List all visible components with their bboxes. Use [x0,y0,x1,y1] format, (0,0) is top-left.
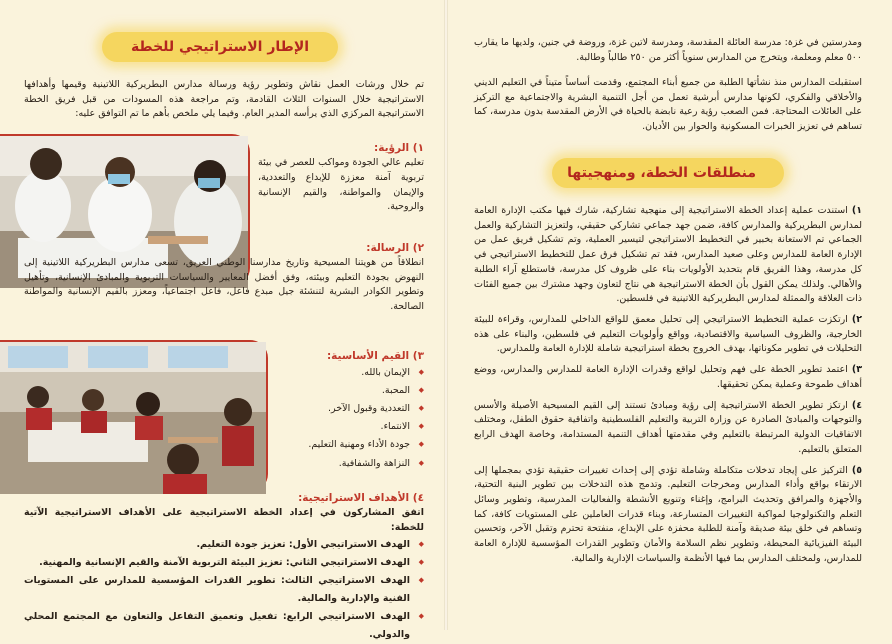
values-block [274,348,424,473]
values-heading: ٣) القيم الأساسية: [326,350,424,362]
classroom-photo [0,340,268,492]
framework-intro: تم خلال ورشات العمل نقاش وتطوير رؤية ورسالة مدارس البطريركية اللاتينية وقيمها وأهدافها الاستراتيجية خلال السنوات الثلاث القادمة، وتم مراجعة هذه المسودات من قبل فريق الخطة الاستراتيجية المركزي الذي يرأسه المدير العام. وفيما يلي ملخص بأهم ما تم التوافق عليه: [24,79,424,120]
methodology-list [474,204,862,573]
goals-intro: اتفق المشاركون في إعداد الخطة الاستراتيجية على الأهداف الاستراتيجية الآتية للخطة: [24,507,424,533]
goal-item: ◆ الهدف الاستراتيجي الرابع: تفعيل وتعميق التفاعل والتعاون مع المجتمع المحلي والدولي. [24,608,410,644]
goals-block [24,490,424,644]
goals-heading: ٤) الأهداف الاستراتيجية: [298,492,424,504]
list-item: ٢)ارتكزت عملية التخطيط الاستراتيجي إلى تحليل معمق للواقع الداخلي للمدارس، وقراءة للبيئة الخارجية، والظروف السياسية والاقتصادية، وواقع وأولويات التعليم في فلسطين، والبناء على هذه التحليلات في تطوير مكوناتها، بهدف الخروج بخطة استراتيجية شاملة للإدارة العامة وللمدارس. [474,314,862,355]
value-item: ◆ جودة الأداء ومهنية التعليم. [274,436,410,454]
list-item: ٣)اعتمد تطوير الخطة على فهم وتحليل لواقع وقدرات الإدارة العامة للمدارس والمدارس، ووضع أهداف طموحة وعملية يمكن تحقيقها. [474,364,862,390]
list-item: ١)استندت عملية إعداد الخطة الاستراتيجية إلى منهجية تشاركية، شارك فيها مكتب الإدارة العامة لمدارس البطريركية والمدارس كافة، ضمن جهد جماعي تشاركي حقيقي، ولتعزيز التشاركية والعمل الجماعي تم الاستعانة بخبير في التخطيط الاستراتيجي لتيسير العملية، وتم تشكيل فريق عمل من الإدارة العامة للمدارس وعلى صعيد المدارس، فقد تم تشكيل فرق عمل للتخطيط الاستراتيجي في كل مدرسة، وهذا الفريق قام بتحديد الأولويات بناء على ظروف كل مدرسة، فاستطلع آراء الطلبة والأهالي. ولذلك يمكن القول بأن الخطة الاستراتيجية هي نتاج لتعاون وجهد مشترك بين جميع الفئات ذات العلاقة والممثلة لمدارس البطريركية اللاتينية في فلسطين. [474,205,862,305]
vision-heading: ١) الرؤية: [374,142,424,154]
section-title-banner: الإطار الاستراتيجي للخطة [102,32,338,62]
goal-item: ◆ الهدف الاستراتيجي الثالث: تطوير القدرات المؤسسية للمدارس على المستويات الفنية والإدارية والمالية. [24,572,410,608]
list-item: ٥)التركيز على إيجاد تدخلات متكاملة وشاملة تؤدي إلى إحداث تغييرات حقيقية تؤدي بمجملها إلى الارتقاء بواقع وأداء المدارس ومخرجات التعليم. وتدمج هذه التدخلات بين تطوير البنية التحتية، والأجهزة والمرافق وتحديث البرامج، وإغناء وتنويع الأنشطة والفعاليات المدرسية، وتطوير وسائل التعلم والتكنولوجيا لمواكبة التغييرات المتسارعة، وبناء قدرات العاملين على المستويات كافة، كما وتساهم في خلق بيئة صديقة وآمنة للطلبة محفزة على الإبداع، منفتحة تحترم وتقبل الآخر، وتحسين البيئة الفيزيائية المحيطة، وتطوير نظم السلامة والأمان وتطوير القدرات المؤسسية للإدارة العامة للمدارس، ولمختلف المدارس بما فيها الأنظمة والسياسات الإدارية والمالية. [474,464,862,564]
intro-paragraph-2: استقبلت المدارس منذ نشأتها الطلبة من جميع أبناء المجتمع، وقدمت أساساً متيناً في التعليم الديني والأخلاقي والفكري، لكونها مدارس أبرشية تعمل من أجل التنمية البشرية والاجتماعية مع التركيز على العائلات المحتاجة. فمن الصعب رؤية رعية نابضة بالحياة في الأرض المقدسة بدون مدرسة، كما تساهم في تعزيز الخبرات المسكونية والحوار بين الأديان. [474,77,862,133]
values-list [274,364,424,472]
value-item: ◆ النزاهة والشفافية. [274,455,410,473]
goal-item: ◆ الهدف الاستراتيجي الأول: تعزيز جودة التعليم. [24,536,410,554]
value-item: ◆ المحبة. [274,382,410,400]
section-title-banner: منطلقات الخطة، ومنهجيتها [552,158,784,188]
value-item: ◆ الإيمان بالله. [274,364,410,382]
left-page [0,0,446,640]
right-page [446,0,892,630]
mission-text: انطلاقاً من هويتنا المسيحية وتاريخ مدارسنا الوطني العريق، تسعى مدارس البطريركية اللاتينية إلى النهوض بجودة التعليم وبيئته، وفق أفضل المعايير والسياسات التربوية والمبادئ الإنسانية، وتأهيل وتطوير الكوادر البشرية لتنشئة جيل مبدع فاعل، فاعل اجتماعياً، ومعزز بالقيم الإنسانية والمواطنة الصالحة. [24,257,424,313]
goal-item: ◆ الهدف الاستراتيجي الثاني: تعزيز البيئة التربوية الآمنة والقيم الإنسانية والمهنية. [24,554,410,572]
value-item: ◆ التعددية وقبول الآخر. [274,400,410,418]
vision-text: تعليم عالي الجودة ومواكب للعصر في بيئة تربوية آمنة معززة للإبداع والتعددية، والإيمان والمواطنة، والقيم الإنسانية والروحية. [258,157,424,213]
list-item: ٤)ارتكز تطوير الخطة الاستراتيجية إلى رؤية ومبادئ تستند إلى القيم المسيحية الأصيلة والأسس والتوجهات والمبادئ الصادرة عن وزارة التربية والتعليم الفلسطينية واتفاقية حقوق الطفل، ومختلف الاتفاقيات الدولية المرتبطة بالتعليم وفي مقدمتها أهداف التنمية المستدامة، وخاصة الهدف الرابع المتعلق بالتعليم. [474,399,862,455]
mission-heading-block [258,240,424,256]
mission-heading: ٢) الرسالة: [366,242,424,254]
value-item: ◆ الانتماء. [274,418,410,436]
goals-list [24,536,424,644]
intro-paragraph-1: ومدرستين في غزة: مدرسة العائلة المقدسة، ومدرسة لاتين غزة، وروضة في جنين، ولديها ما يقارب ٥٠٠ معلم ومعلمة، ويتخرج من المدارس سنوياً أكثر من ٢٥٠ طالباً وطالبة. [474,37,862,63]
classroom-photo-image [0,342,266,494]
vision-block [258,140,424,215]
